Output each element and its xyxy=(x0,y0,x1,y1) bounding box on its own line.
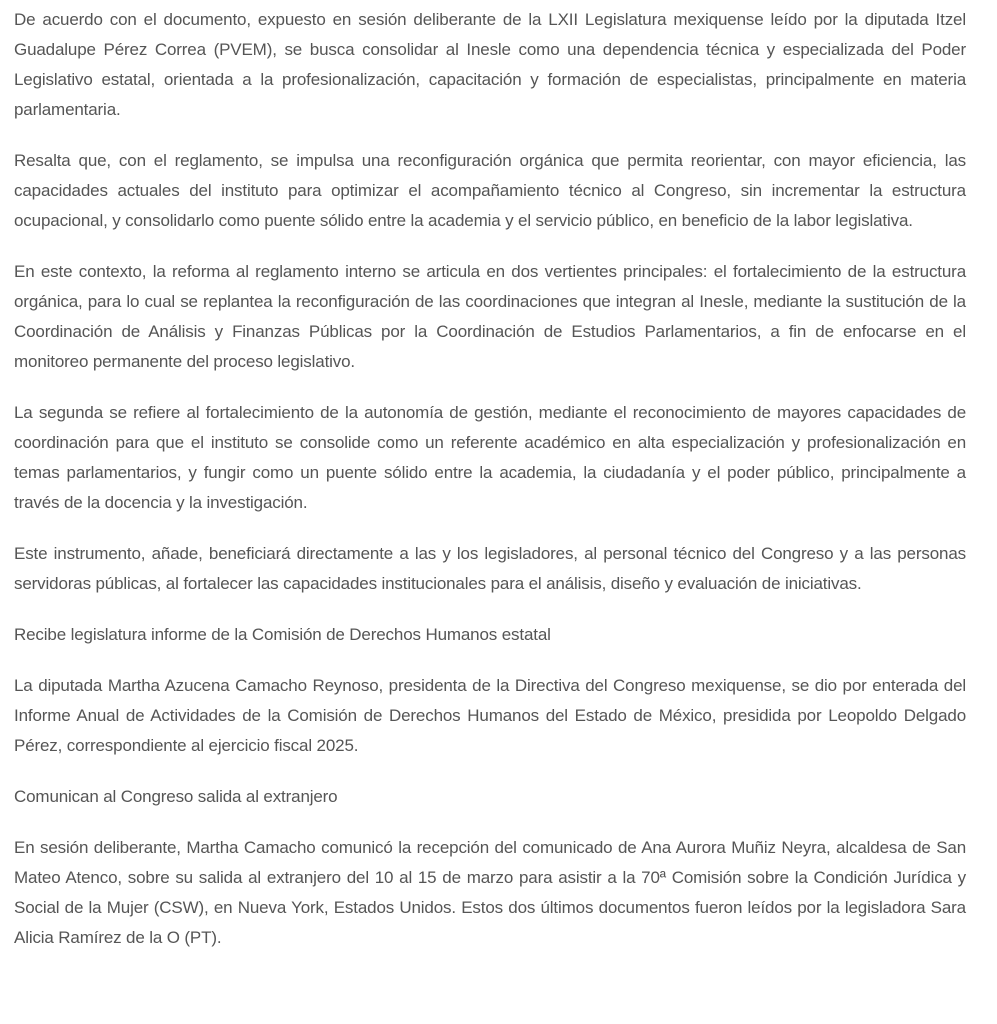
article-paragraph-consolidar-inesle: De acuerdo con el documento, expuesto en sesión deliberante de la LXII Legislatura mexiquense leído por la diputada Itzel Guadalupe Pérez Correa (PVEM), se busca consolidar al Inesle como una dependencia técnica y especializada del Poder Legislativo estatal, orientada a la profesionalización, capacitación y formación de especialistas, principalmente en materia parlamentaria. xyxy=(14,10,966,119)
article-paragraph-reconfiguracion: Resalta que, con el reglamento, se impulsa una reconfiguración orgánica que permita reorientar, con mayor eficiencia, las capacidades actuales del instituto para optimizar el acompañamiento técnico al Congreso, sin incrementar la estructura ocupacional, y consolidarlo como puente sólido entre la academia y el servicio público, en beneficio de la labor legislativa. xyxy=(14,151,966,230)
article-paragraph-autonomia: La segunda se refiere al fortalecimiento de la autonomía de gestión, mediante el reconocimiento de mayores capacidades de coordinación para que el instituto se consolide como un referente académico en alta especialización y profesionalización en temas parlamentarios, y fungir como un puente sólido entre la academia, la ciudadanía y el poder público, principalmente a través de la docencia y la investigación. xyxy=(14,403,966,512)
article-subheading-derechos-humanos: Recibe legislatura informe de la Comisión de Derechos Humanos estatal xyxy=(14,625,551,644)
article-paragraph-comunicado: En sesión deliberante, Martha Camacho comunicó la recepción del comunicado de Ana Aurora Muñiz Neyra, alcaldesa de San Mateo Atenco, sobre su salida al extranjero del 10 al 15 de marzo para asistir a la 70ª Comisión sobre la Condición Jurídica y Social de la Mujer (CSW), en Nueva York, Estados Unidos. Estos dos últimos documentos fueron leídos por la legisladora Sara Alicia Ramírez de la O (PT). xyxy=(14,838,966,947)
article-body xyxy=(14,5,966,974)
article-subheading-salida-extranjero: Comunican al Congreso salida al extranjero xyxy=(14,787,338,806)
article-paragraph-beneficios: Este instrumento, añade, beneficiará directamente a las y los legisladores, al personal técnico del Congreso y a las personas servidoras públicas, al fortalecer las capacidades institucionales para el análisis, diseño y evaluación de iniciativas. xyxy=(14,544,966,593)
article-paragraph-informe-anual: La diputada Martha Azucena Camacho Reynoso, presidenta de la Directiva del Congreso mexiquense, se dio por enterada del Informe Anual de Actividades de la Comisión de Derechos Humanos del Estado de México, presidida por Leopoldo Delgado Pérez, correspondiente al ejercicio fiscal 2025. xyxy=(14,676,966,755)
article-paragraph-vertientes: En este contexto, la reforma al reglamento interno se articula en dos vertientes principales: el fortalecimiento de la estructura orgánica, para lo cual se replantea la reconfiguración de las coordinaciones que integran al Inesle, mediante la sustitución de la Coordinación de Análisis y Finanzas Públicas por la Coordinación de Estudios Parlamentarios, a fin de enfocarse en el monitoreo permanente del proceso legislativo. xyxy=(14,262,966,371)
